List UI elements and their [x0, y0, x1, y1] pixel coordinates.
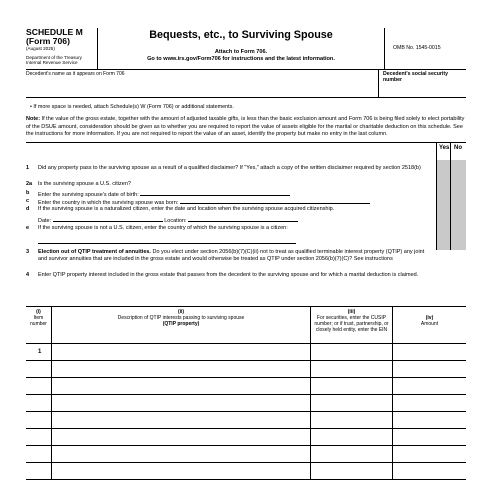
revision-date: (August 2025) [26, 46, 55, 51]
description-cell[interactable] [52, 378, 311, 395]
amount-cell[interactable] [393, 361, 466, 378]
table-row [26, 446, 466, 463]
question-2e: e If the surviving spouse is not a U.S. citizen, enter the country of which the surviving spouse is a citizen: [26, 224, 288, 231]
birth-date-field[interactable] [140, 190, 290, 196]
department-label: Department of the Treasury [26, 55, 82, 61]
cusip-cell[interactable] [311, 446, 393, 463]
description-cell[interactable] [52, 344, 311, 361]
description-cell[interactable] [52, 429, 311, 446]
question-2a: 2a Is the surviving spouse a U.S. citizen? [26, 180, 131, 187]
note-text: If the value of the gross estate, together with the amount of adjusted taxable gifts, is less than the basic exclusion amount and Form 706 is being filed solely to elect portability of the DSUE amount, consideration should be given as to whether you are required to report the value of assets eligible for the marital or charitable deduction on this schedule. See the instructions for more information. If you are not required to report the value of an asset, identify the property but make no entry in the last column. [26, 116, 465, 138]
yes-no-divider [450, 143, 451, 250]
decedent-row [26, 70, 466, 98]
schedule-label: SCHEDULE M [26, 28, 83, 37]
cusip-cell[interactable] [311, 412, 393, 429]
citizen-country-field[interactable] [38, 238, 296, 244]
birth-country-field[interactable] [180, 198, 370, 204]
question-2d-fields: Date: Location: [26, 216, 430, 225]
form-page [26, 28, 466, 480]
col-description: (ii) Description of QTIP interests passing to surviving spouse (QTIP property) [52, 307, 311, 345]
cusip-cell[interactable] [311, 395, 393, 412]
irs-label: Internal Revenue Service [26, 60, 78, 66]
form-header [26, 28, 466, 70]
col-cusip: (iii) For securities, enter the CUSIP number; or if trust, partnership, or closely held entity, enter the EIN [311, 307, 393, 345]
citizenship-location-field[interactable] [188, 216, 298, 222]
question-2e-field [26, 238, 430, 247]
yes-no-header [436, 143, 466, 160]
instructions-link[interactable]: Go to www.irs.gov/Form706 for instructions and the latest information. [147, 56, 335, 62]
note-label: Note: [26, 116, 41, 122]
amount-cell[interactable] [393, 429, 466, 446]
table-row [26, 412, 466, 429]
title-block [98, 28, 384, 70]
question-1: 1 Did any property pass to the surviving spouse as a result of a qualified disclaimer? If "Yes," attach a copy of the written disclaimer required by section 2518(b) [26, 164, 421, 171]
space-bullet: • If more space is needed, attach Schedule(s) W (Form 706) or additional statements. [30, 104, 234, 110]
amount-cell[interactable] [393, 344, 466, 361]
table-row [26, 429, 466, 446]
description-cell[interactable] [52, 395, 311, 412]
yes-no-shading [436, 160, 466, 250]
ssn-label: Decedent's social security number [383, 71, 448, 83]
cusip-cell[interactable] [311, 463, 393, 480]
form-number: (Form 706) [26, 36, 70, 46]
note-paragraph [26, 116, 466, 143]
question-4: 4 Enter QTIP property interest included in the gross estate that passes from the decedent to the surviving spouse and for which a marital deduction is claimed. [26, 271, 419, 278]
attach-note: Attach to Form 706. [214, 49, 268, 55]
description-cell[interactable] [52, 446, 311, 463]
col-item-number: (i) Item number [26, 307, 52, 345]
qtip-table-header [26, 306, 466, 344]
cusip-cell[interactable] [311, 361, 393, 378]
description-cell[interactable] [52, 463, 311, 480]
decedent-name-label: Decedent's name as it appears on Form 706 [26, 71, 125, 77]
questions-section [26, 143, 466, 283]
page-title: Bequests, etc., to Surviving Spouse [149, 29, 333, 41]
question-3: 3 Election out of QTIP treatment of annuities. Do you elect under section 2056(b)(7)(C)(ii) not to treat as qualified terminable interest property (QTIP) any joint and survivor annuities that are included in the gross estate and would otherwise be treated as QTIP under section 2056(b)(7)(C)? See instructions [26, 248, 425, 263]
yes-header: Yes [439, 144, 450, 151]
table-row [26, 463, 466, 480]
amount-cell[interactable] [393, 378, 466, 395]
table-row [26, 361, 466, 378]
question-2d: d If the surviving spouse is a naturalized citizen, enter the date and location when the surviving spouse acquired citizenship. [26, 205, 335, 212]
amount-cell[interactable] [393, 446, 466, 463]
no-header: No [454, 144, 462, 151]
description-cell[interactable] [52, 412, 311, 429]
cusip-cell[interactable] [311, 429, 393, 446]
citizenship-date-field[interactable] [53, 216, 163, 222]
amount-cell[interactable] [393, 463, 466, 480]
question-2b: b Enter the surviving spouse's date of birth: [26, 190, 430, 199]
table-row [26, 378, 466, 395]
table-row [26, 344, 466, 361]
omb-number: OMB No. 1545-0015 [384, 28, 466, 70]
col-amount: (iv) Amount [420, 315, 439, 327]
form-id-block [26, 28, 98, 70]
table-row [26, 395, 466, 412]
amount-cell[interactable] [393, 395, 466, 412]
qtip-table-body [26, 344, 466, 480]
ssn-field[interactable] [378, 70, 466, 98]
cusip-cell[interactable] [311, 378, 393, 395]
amount-cell[interactable] [393, 412, 466, 429]
cusip-cell[interactable] [311, 344, 393, 361]
question-2c: c Enter the country in which the surviving spouse was born: [26, 198, 430, 207]
row-number: 1 [38, 349, 42, 355]
description-cell[interactable] [52, 361, 311, 378]
